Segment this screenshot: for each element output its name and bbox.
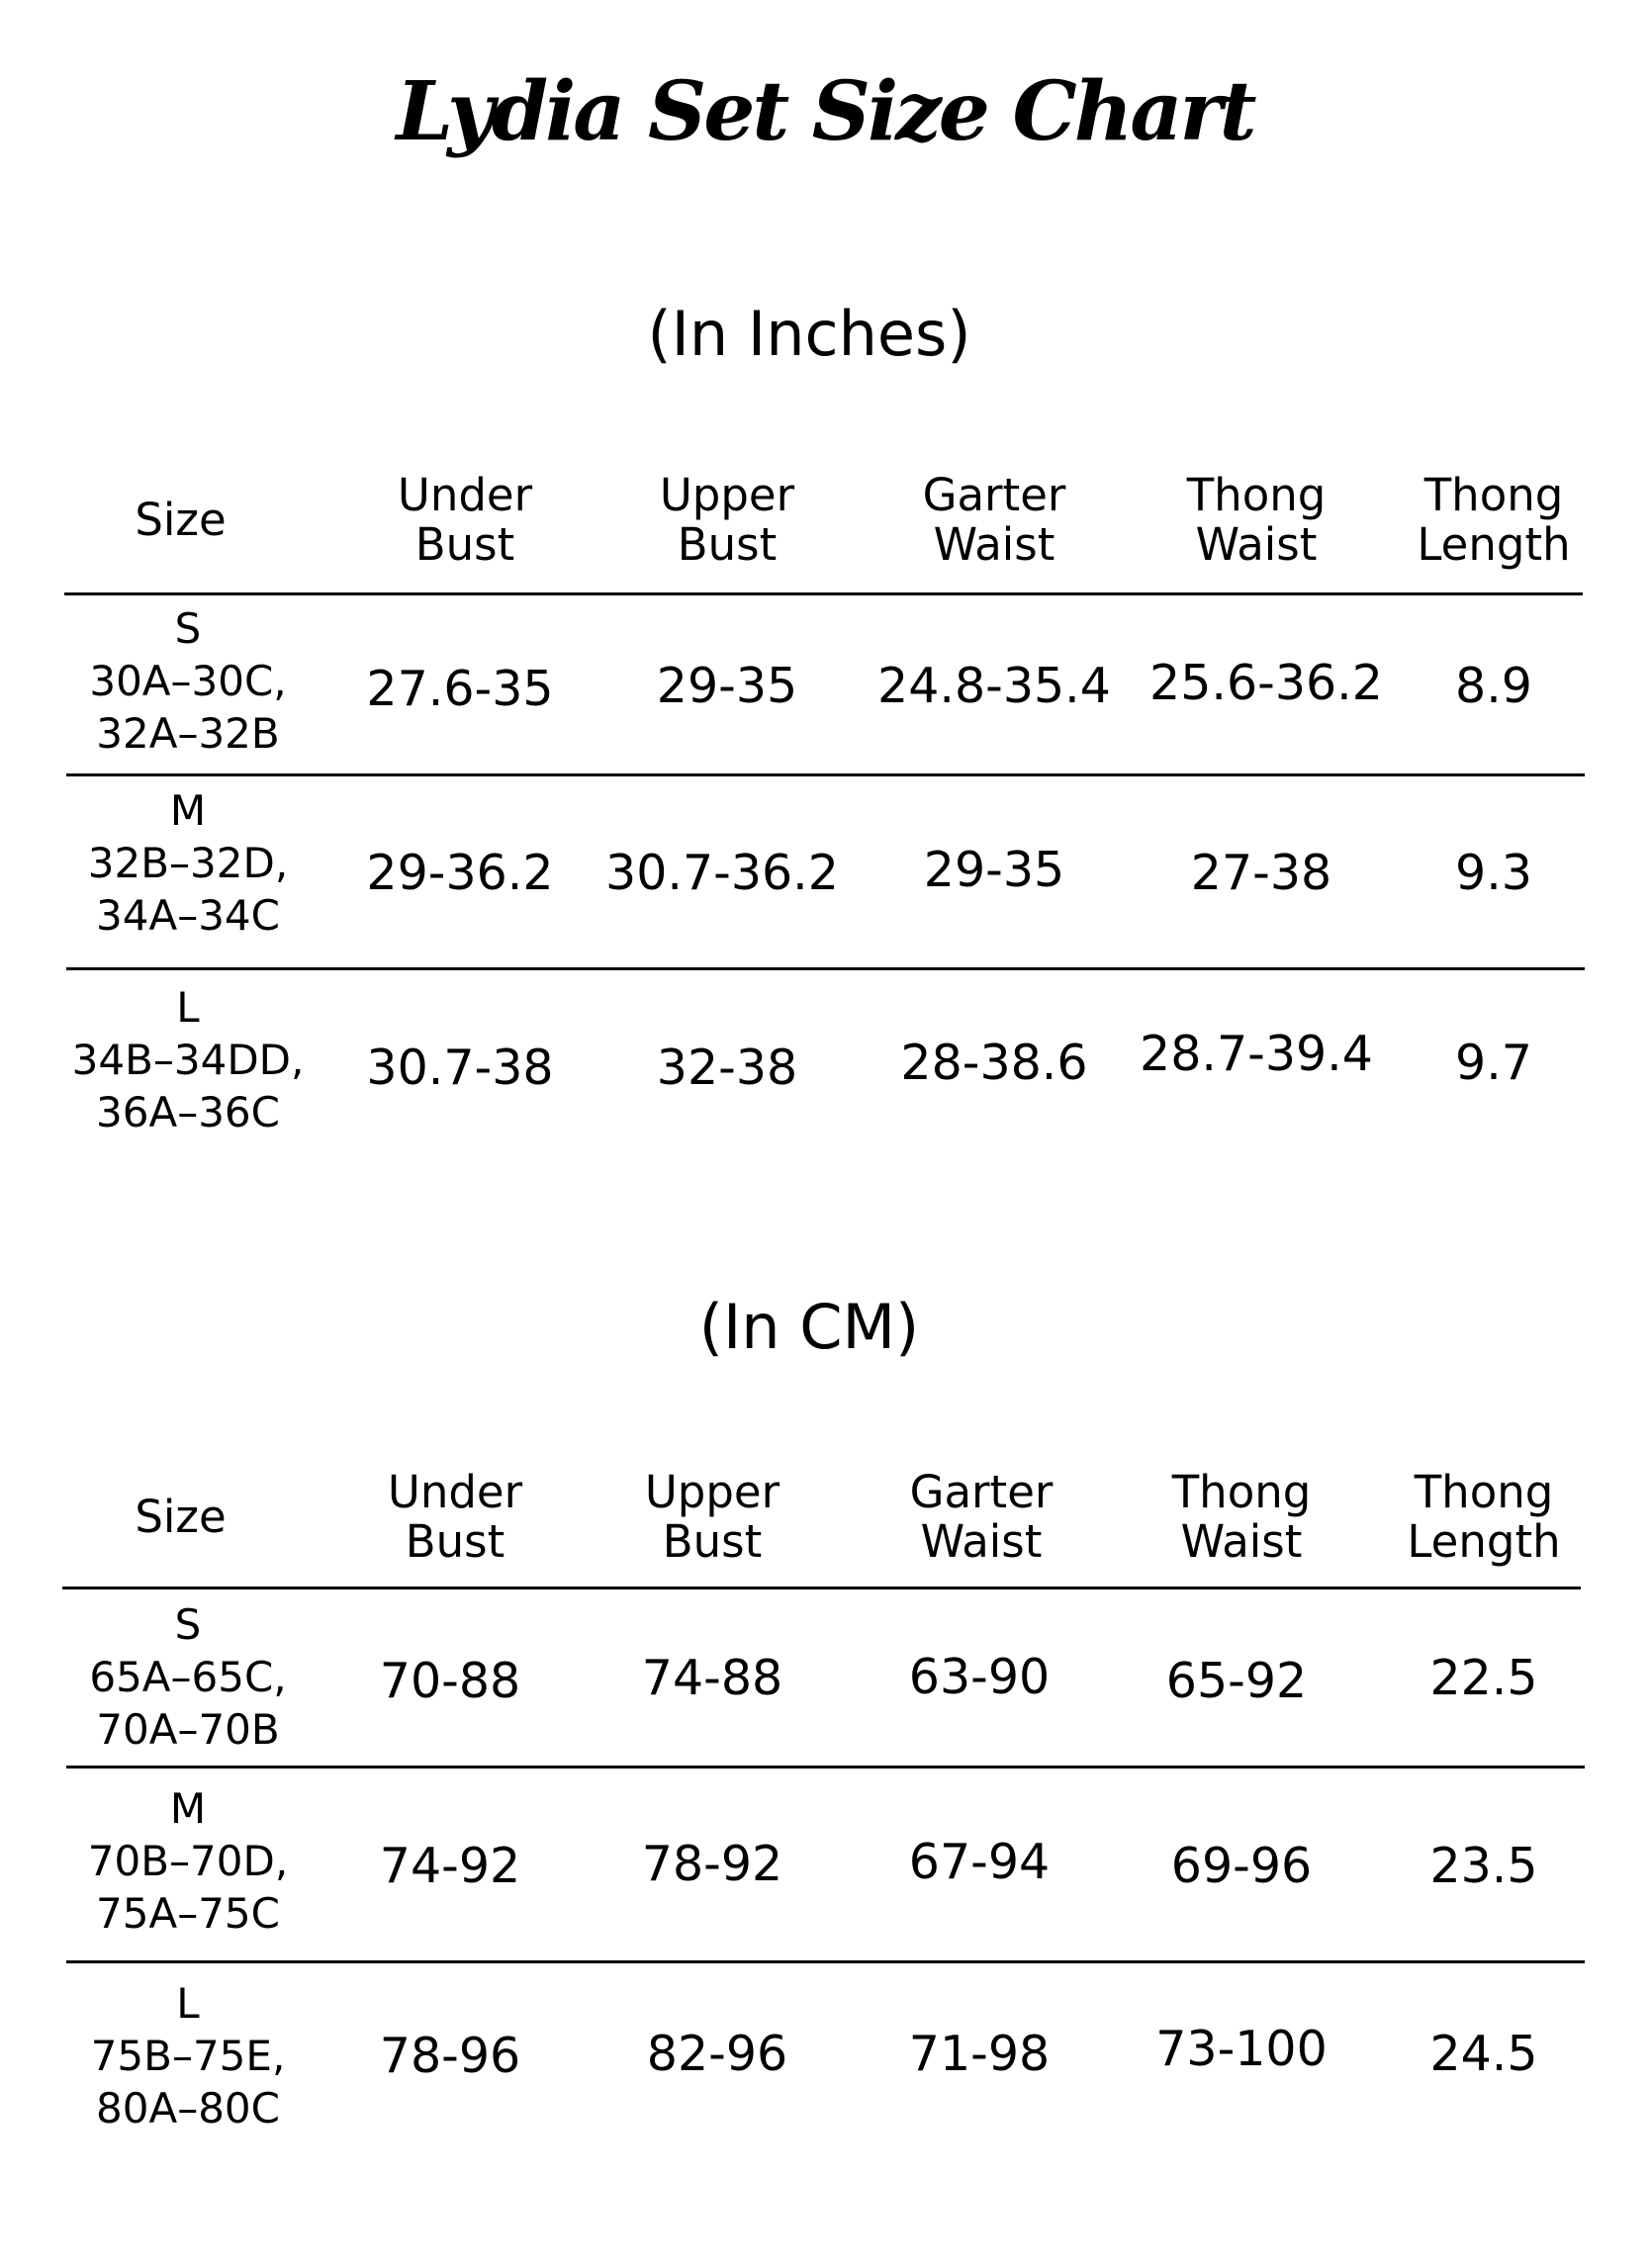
value-thong-length: 23.5 [1429,1838,1538,1894]
header-divider [62,1587,1581,1589]
header-upper-bust: Upper Bust [644,1466,780,1568]
section-subtitle-inches: (In Inches) [647,298,971,370]
value-garter-waist: 63-90 [908,1649,1051,1705]
value-thong-waist: 65-92 [1165,1653,1308,1709]
size-label: S 30A–30C, 32A–32B [89,604,287,758]
value-upper-bust: 78-92 [641,1836,783,1892]
value-upper-bust: 30.7-36.2 [605,845,839,901]
page-title: Lydia Set Size Chart [396,64,1254,159]
header-size: Size [135,1491,227,1543]
value-under-bust: 70-88 [379,1653,521,1709]
row-divider [66,1766,1585,1769]
header-garter-waist: Garter Waist [909,1466,1054,1568]
value-garter-waist: 24.8-35.4 [877,658,1111,714]
row-divider [66,1960,1585,1963]
value-garter-waist: 29-35 [923,842,1065,898]
value-thong-length: 24.5 [1429,2026,1538,2082]
header-garter-waist: Garter Waist [922,469,1066,571]
value-garter-waist: 67-94 [908,1834,1051,1890]
value-thong-length: 9.7 [1455,1035,1532,1091]
value-garter-waist: 28-38.6 [900,1035,1088,1091]
value-thong-length: 9.3 [1455,845,1532,901]
header-under-bust: Under Bust [397,469,533,571]
value-under-bust: 78-96 [379,2028,521,2084]
value-thong-waist: 73-100 [1155,2021,1328,2077]
value-upper-bust: 82-96 [646,2026,788,2082]
header-thong-waist: Thong Waist [1186,469,1327,571]
header-thong-waist: Thong Waist [1171,1466,1312,1568]
header-size: Size [135,494,227,546]
header-upper-bust: Upper Bust [659,469,795,571]
header-divider [64,592,1583,595]
value-under-bust: 29-36.2 [366,845,554,901]
value-thong-waist: 28.7-39.4 [1140,1026,1373,1082]
value-upper-bust: 74-88 [641,1650,783,1706]
value-garter-waist: 71-98 [908,2026,1051,2082]
value-upper-bust: 32-38 [656,1040,798,1096]
size-label: M 32B–32D, 34A–34C [87,786,289,940]
value-thong-length: 22.5 [1429,1650,1538,1706]
value-under-bust: 30.7-38 [366,1040,554,1096]
value-thong-waist: 69-96 [1170,1838,1313,1894]
size-label: M 70B–70D, 75A–75C [87,1784,289,1938]
section-subtitle-cm: (In CM) [698,1291,920,1363]
size-label: S 65A–65C, 70A–70B [89,1600,287,1754]
value-under-bust: 27.6-35 [366,661,554,717]
row-divider [66,773,1585,776]
value-under-bust: 74-92 [379,1838,521,1894]
value-thong-waist: 25.6-36.2 [1149,655,1383,711]
header-under-bust: Under Bust [387,1466,523,1568]
value-thong-waist: 27-38 [1190,845,1332,901]
value-upper-bust: 29-35 [656,658,798,714]
size-label: L 75B–75E, 80A–80C [90,1979,286,2132]
value-thong-length: 8.9 [1455,658,1532,714]
header-thong-length: Thong Length [1417,469,1571,571]
header-thong-length: Thong Length [1407,1466,1561,1568]
size-label: L 34B–34DD, 36A–36C [71,983,305,1136]
row-divider [66,967,1585,970]
